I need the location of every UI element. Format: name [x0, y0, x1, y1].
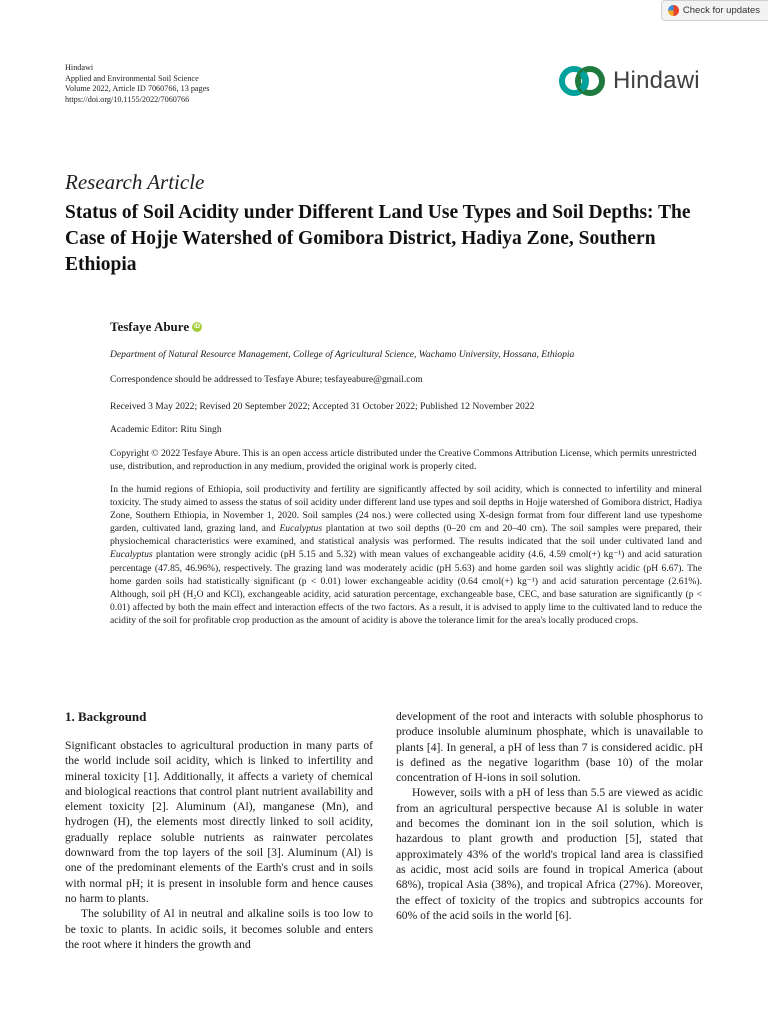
publication-dates: Received 3 May 2022; Revised 20 September 2022; Accepted 31 October 2022; Published 12 November 2022	[110, 401, 535, 412]
check-for-updates-label: Check for updates	[682, 5, 760, 16]
abstract-italic-2: Eucalyptus	[110, 549, 153, 561]
volume-info: Volume 2022, Article ID 7060766, 13 pages	[65, 84, 210, 94]
check-for-updates-button[interactable]	[661, 0, 768, 21]
doi-link[interactable]: https://doi.org/10.1155/2022/7060766	[65, 95, 190, 105]
academic-editor: Academic Editor: Ritu Singh	[110, 424, 222, 435]
journal-name: Applied and Environmental Soil Science	[65, 73, 199, 83]
logo-wordmark: Hindawi	[613, 67, 700, 94]
paragraph: The solubility of Al in neutral and alkaline soils is too low to be toxic to plants. In acidic soils, it becomes soluble and enters the root where it hinders the growth and	[65, 907, 373, 951]
abstract-italic-1: Eucalyptus	[279, 523, 323, 535]
abstract-text-3: plantation were strongly acidic (pH 5.15 and 5.32) with mean values of exchangeable acidity (4.6, 4.59 cmol(+) kg⁻¹) and acid saturation percentage (47.85, 46.96%), respectively. The grazing land was moderately acidic (pH 5.63) and home garden soil was slightly acidic (pH 6.67). The home garden soils had statistically significant (p < 0.01) lower exchangeable acidity (0.64 cmol(+) kg⁻¹) and acid saturation percentage (2.61%). Although, soil pH (H₂O and KCl), exchangeable acidity, acid saturation percentage, exchangeable base, CEC, and base saturation are significantly (p < 0.01) affected by both the main effect and interaction effects of the two factors. As a result, it is advised to apply lime to the cultivated land to reduce the acidity of the soil for profitable crop production as the amount of acidity is above the tolerance limit for the area's locally produced crops.	[110, 549, 702, 626]
update-icon	[668, 5, 679, 16]
author-line	[110, 319, 202, 335]
abstract-text-1: In the humid regions of Ethiopia, soil productivity and fertility are significantly affected by soil acidity, which is connected to infertility and mineral toxicity. The study aimed to assess the status of soil acidity under different land use types and soil depths in Hojje watershed of Gomibora district, Hadiya Zone, Southern Ethiopia, in November 1, 2020. Soil samples (24 nos.) were collected using X-design format from four different land use typeshome garden, cultivated land, grazing land, and	[110, 484, 702, 535]
journal-meta	[65, 63, 209, 106]
hindawi-logo	[557, 64, 700, 98]
hindawi-logo-icon	[557, 64, 607, 98]
copyright-notice: Copyright © 2022 Tesfaye Abure. This is an open access article distributed under the Creative Commons Attribution License, which permits unrestricted use, distribution, and reproduction in any medium, provided the original work is properly cited.	[110, 448, 697, 472]
affiliation: Department of Natural Resource Management, College of Agricultural Science, Wachamo University, Hossana, Ethiopia	[110, 349, 575, 360]
abstract	[110, 483, 702, 627]
section-heading: 1. Background	[65, 709, 147, 724]
body-column-right	[396, 709, 703, 923]
article-title: Status of Soil Acidity under Different Land Use Types and Soil Depths: The Case of Hojje Watershed of Gomibora District, Hadiya Zone, Southern Ethiopia	[65, 202, 691, 275]
publisher-name: Hindawi	[65, 63, 94, 72]
paragraph: Significant obstacles to agricultural production in many parts of the world include soil acidity, which is linked to infertility and mineral toxicity [1]. Additionally, it affects a variety of chemical and biological reactions that control plant nutrient availability and element toxicity [2]. Aluminum (Al), manganese (Mn), and hydrogen (H), the elements most directly linked to soil acidity, gradually replace soluble nutrients as rainwater percolates downward from the top layers of the soil [3]. Aluminum (Al) is one of the predominant elements of the Earth's crust and in soils with normal pH; it is present in insoluble form and hence causes no harm to plants.	[65, 739, 373, 905]
author-name[interactable]: Tesfaye Abure	[110, 319, 190, 334]
correspondence: Correspondence should be addressed to Tesfaye Abure; tesfayeabure@gmail.com	[110, 374, 423, 385]
paragraph: development of the root and interacts with soluble phosphorus to produce insoluble aluminum phosphate, which is unavailable to plants [4]. In general, a pH of less than 7 is considered acidic. pH is defined as the negative logarithm (base 10) of the molar concentration of H-ions in soil solution.	[396, 710, 703, 785]
orcid-icon[interactable]: iD	[194, 324, 201, 330]
body-column-left	[65, 738, 373, 952]
abstract-text-2: plantation at two soil depths (0–20 cm and 20–40 cm). The soil samples were prepared, their physiochemical characteristics were examined, and statistical analysis was performed. The results indicated that the soil under cultivated land and	[110, 523, 703, 548]
paragraph: However, soils with a pH of less than 5.5 are viewed as acidic from an agricultural perspective because Al is soluble in water and becomes the dominant ion in the soil solution, which is hazardous to plant growth and production [5], stated that approximately 43% of the world's tropical land area is classified as acidic, most acid soils are found in tropical America (about 68%), tropical Asia (38%), and tropical Africa (27%). Moreover, the effect of toxicity of the tropics and subtropics accounts for 60% of the acid soils in the world [6].	[396, 786, 703, 922]
article-type: Research Article	[65, 170, 205, 194]
